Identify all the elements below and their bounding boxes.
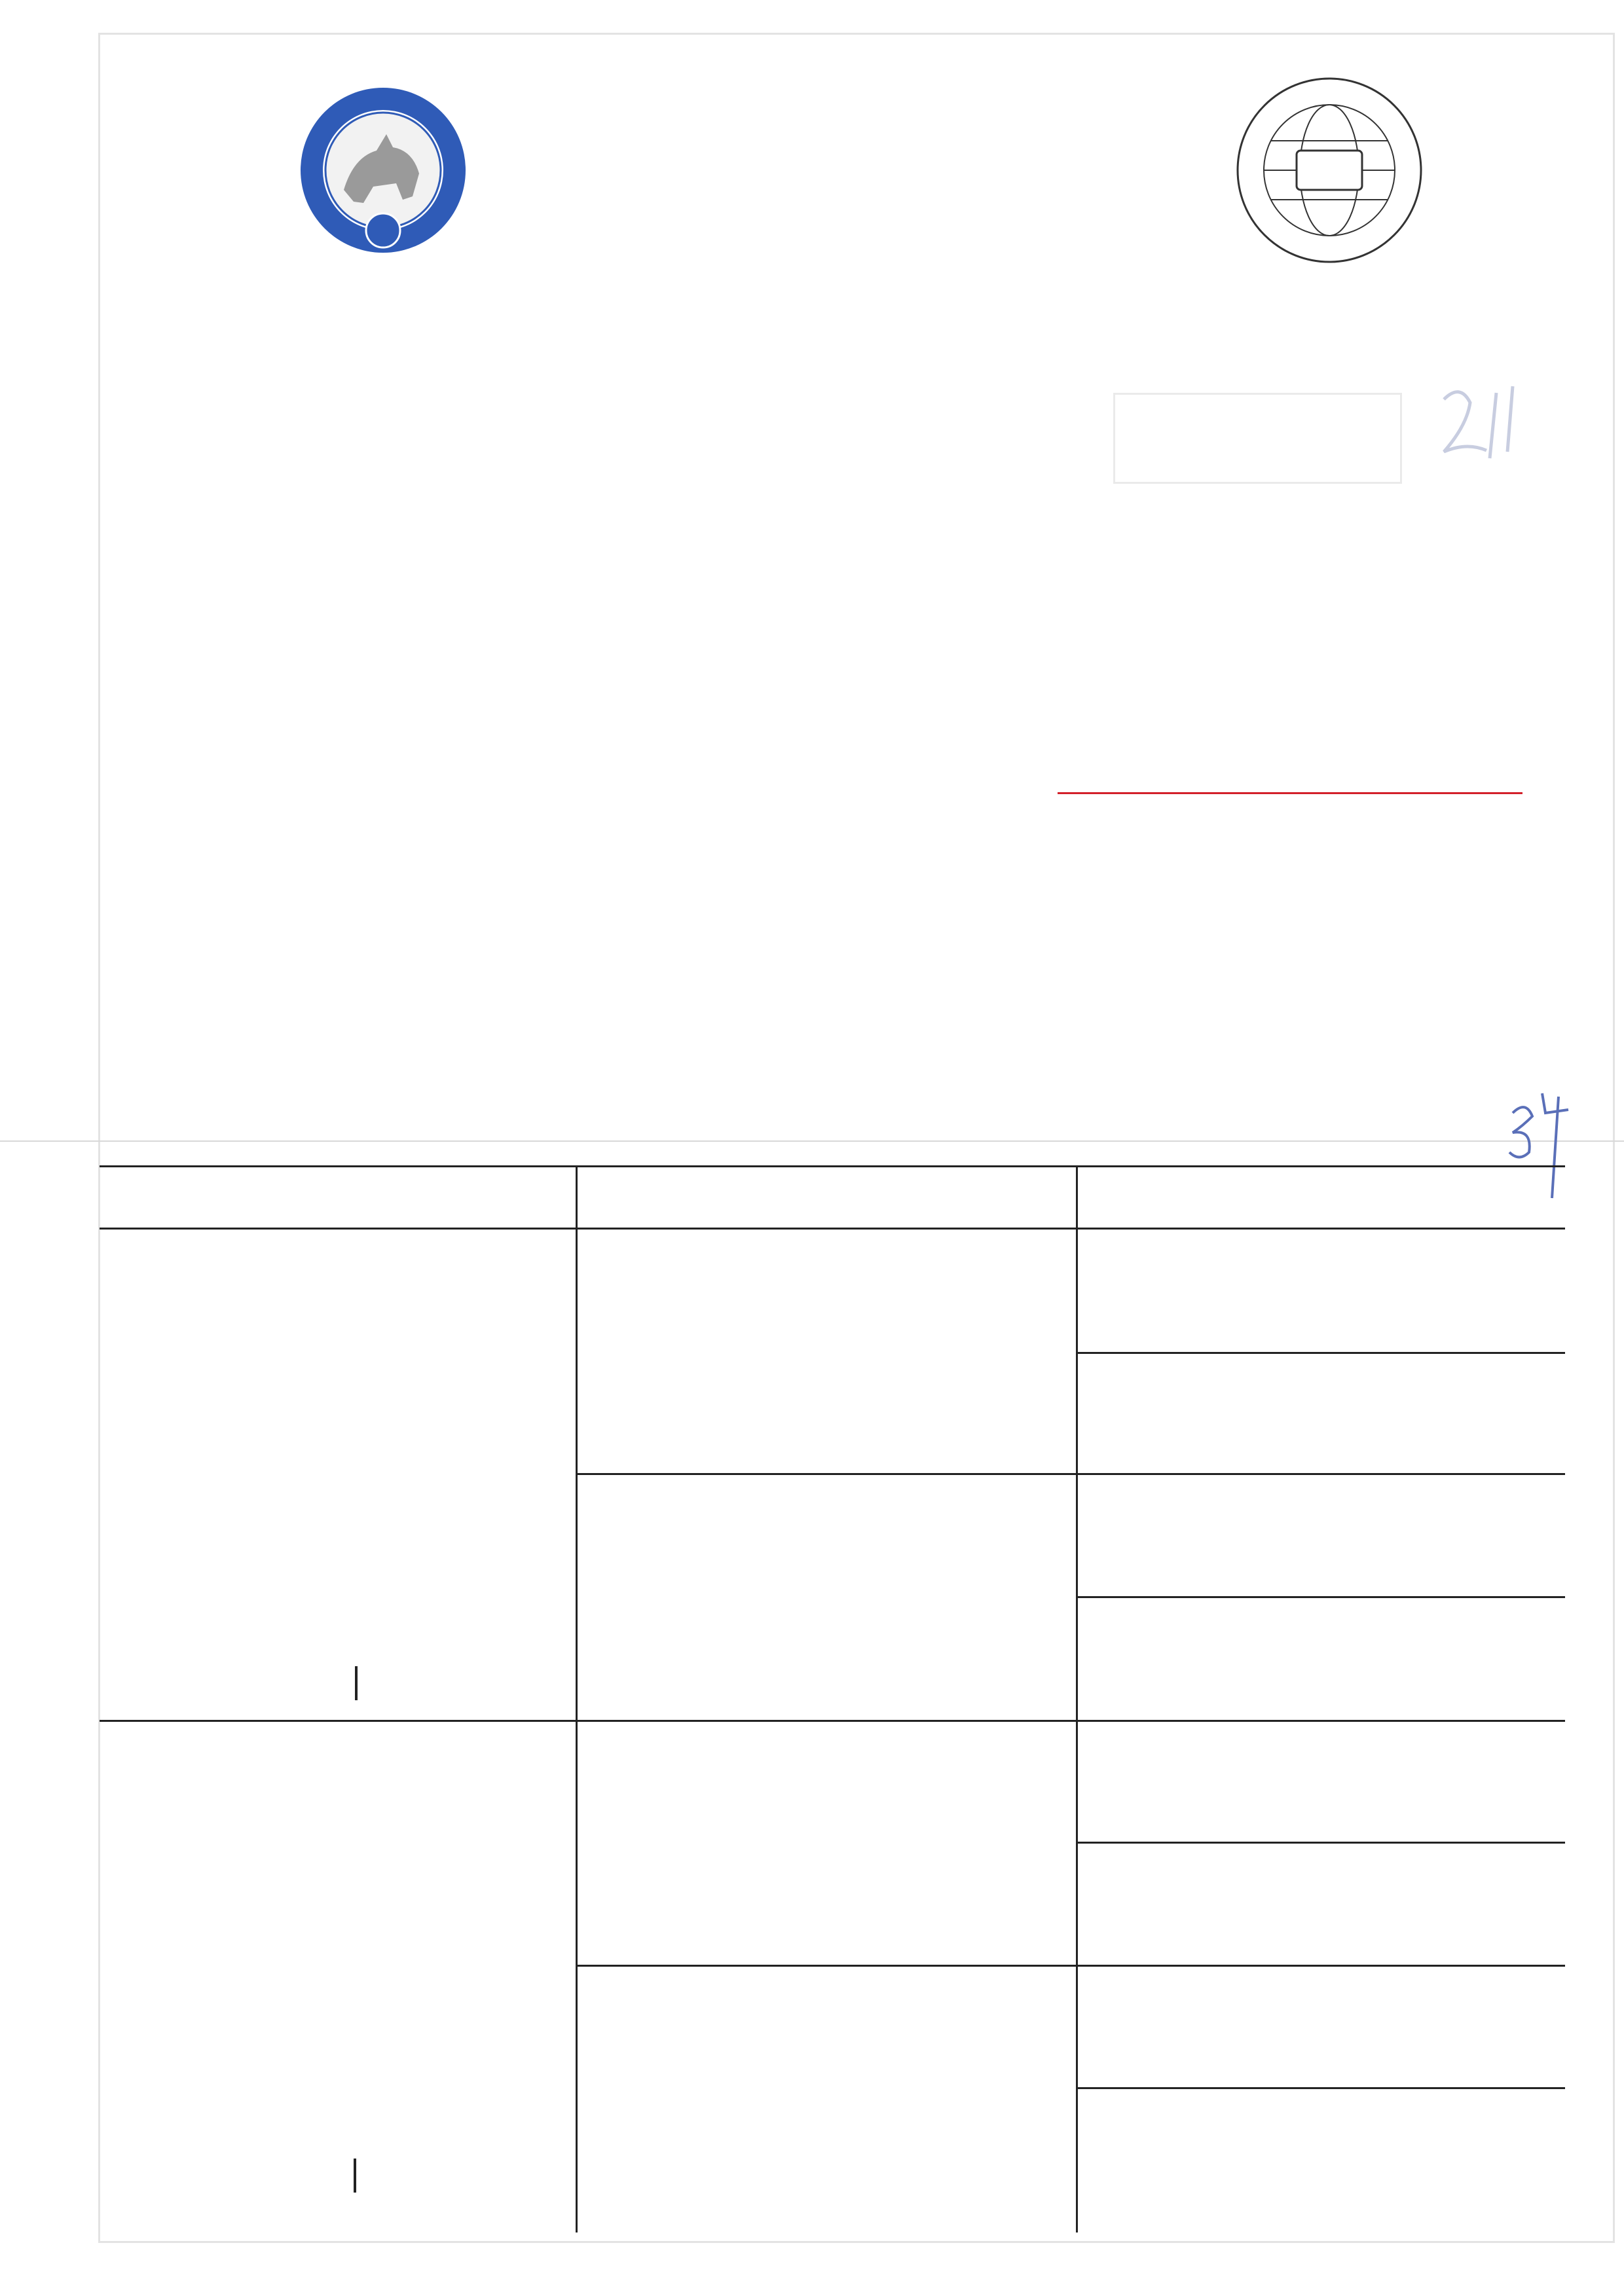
microchip-barcode: [1077, 802, 1509, 849]
sire-boxes: [355, 1666, 358, 1700]
hd-stamp: [1113, 393, 1402, 484]
nkk-seal-logo: [298, 85, 468, 255]
datamars-rule: [1058, 792, 1522, 794]
fci-seal-logo: [1234, 75, 1424, 265]
dam-boxes: [354, 2159, 356, 2193]
microchip-label: [1058, 717, 1522, 881]
pedigree-table: [100, 1165, 1565, 2232]
handwritten-mark: [1434, 380, 1526, 478]
fold-line: [0, 1140, 1624, 1142]
